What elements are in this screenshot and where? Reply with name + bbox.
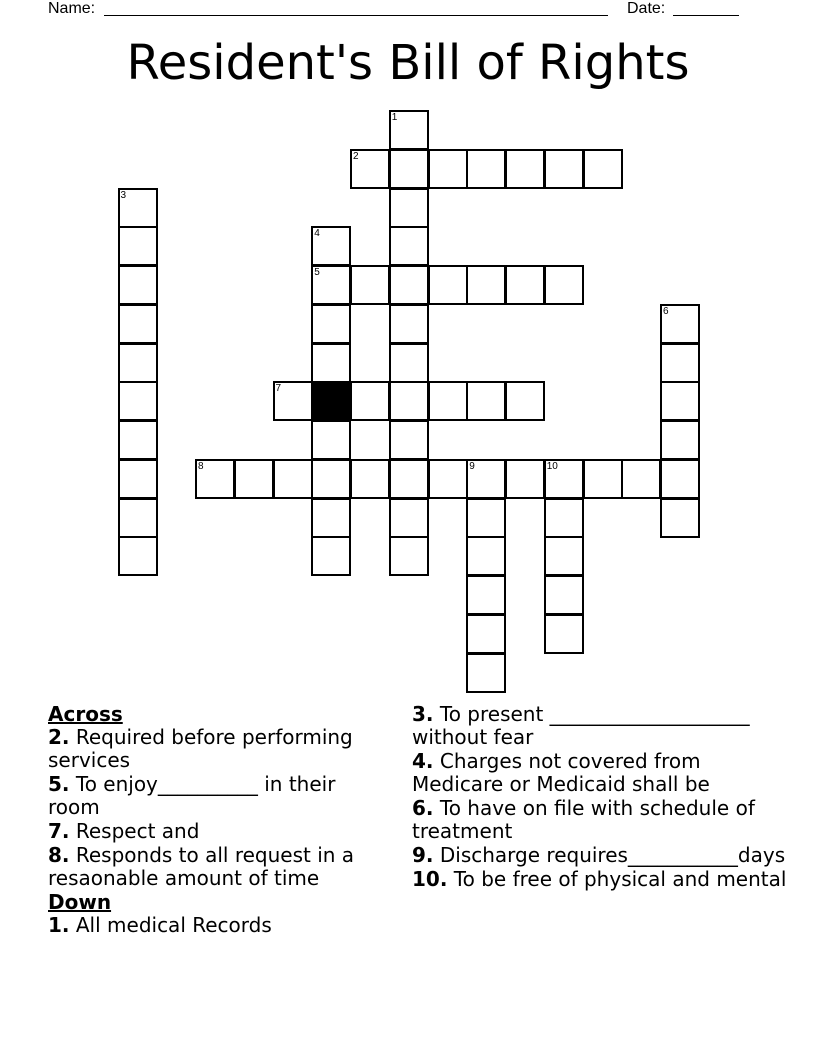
grid-cell[interactable] [466, 381, 506, 421]
grid-cell[interactable] [505, 381, 545, 421]
grid-cell[interactable] [505, 459, 545, 499]
grid-cell[interactable] [118, 536, 158, 576]
clue-number-label: 3 [120, 189, 127, 201]
clue-number-label: 5 [314, 267, 320, 278]
grid-cell[interactable] [234, 459, 274, 499]
grid-cell[interactable] [544, 575, 584, 615]
grid-cell[interactable] [544, 498, 584, 538]
clue-text: Discharge requires___________days [433, 843, 786, 867]
clue-number: 7. [48, 819, 70, 843]
grid-cell[interactable] [389, 304, 429, 344]
worksheet-header [0, 0, 816, 22]
clue-across-7 [48, 820, 393, 843]
grid-cell[interactable] [428, 265, 468, 305]
grid-cell[interactable] [118, 343, 158, 383]
clue-text: To be free of physical and mental [447, 867, 787, 891]
grid-cell[interactable] [660, 343, 700, 383]
grid-cell[interactable] [505, 149, 545, 189]
grid-cell[interactable] [428, 459, 468, 499]
clue-number-label: 7 [275, 383, 282, 395]
clue-number: 4. [412, 749, 434, 773]
clue-text: Charges not covered from Medicare or Medicaid shall be [412, 749, 710, 796]
clue-text: To have on file with schedule of treatment [412, 796, 755, 843]
clue-number-label: 10 [546, 460, 558, 472]
grid-cell[interactable] [544, 614, 584, 654]
name-line[interactable] [104, 15, 608, 16]
grid-cell[interactable] [466, 265, 506, 305]
clue-text: Respect and [69, 819, 200, 843]
grid-cell[interactable] [544, 459, 584, 499]
grid-cell[interactable] [389, 343, 429, 383]
grid-cell[interactable] [389, 110, 429, 150]
clue-down-3 [412, 703, 792, 749]
grid-cell[interactable] [428, 381, 468, 421]
clue-number-label: 4 [314, 228, 320, 240]
date-label: Date: [627, 0, 666, 17]
clues-left-column [48, 703, 393, 938]
black-square [311, 381, 351, 421]
clue-down-10 [412, 868, 792, 891]
clue-text: To present ____________________ without fear [412, 702, 750, 749]
clue-number: 3. [412, 702, 434, 726]
clue-number: 9. [412, 843, 434, 867]
grid-cell[interactable] [389, 226, 429, 266]
grid-cell[interactable] [466, 149, 506, 189]
grid-cell[interactable] [311, 536, 351, 576]
clue-across-2 [48, 726, 393, 772]
clue-number: 6. [412, 796, 434, 820]
grid-cell[interactable] [583, 149, 623, 189]
grid-cell[interactable] [389, 498, 429, 538]
clue-down-4 [412, 750, 792, 796]
grid-cell[interactable] [118, 381, 158, 421]
grid-cell[interactable] [428, 149, 468, 189]
grid-cell[interactable] [389, 420, 429, 460]
grid-cell[interactable] [273, 381, 313, 421]
clue-across-8 [48, 844, 393, 890]
down-heading: Down [48, 890, 112, 914]
grid-cell[interactable] [311, 226, 351, 266]
clue-number-label: 6 [663, 305, 669, 317]
clue-number-label: 9 [469, 460, 475, 472]
grid-cell[interactable] [195, 459, 235, 499]
grid-cell[interactable] [544, 536, 584, 576]
grid-cell[interactable] [118, 420, 158, 460]
grid-cell[interactable] [660, 381, 700, 421]
clue-number: 5. [48, 772, 70, 796]
across-heading: Across [48, 702, 123, 726]
grid-cell[interactable] [311, 304, 351, 344]
clue-number: 2. [48, 725, 70, 749]
grid-cell[interactable] [311, 459, 351, 499]
clue-down-1 [48, 914, 393, 937]
grid-cell[interactable] [118, 188, 158, 228]
grid-cell[interactable] [118, 265, 158, 305]
grid-cell[interactable] [389, 536, 429, 576]
grid-cell[interactable] [583, 459, 623, 499]
grid-cell[interactable] [389, 459, 429, 499]
grid-cell[interactable] [118, 459, 158, 499]
clue-number: 10. [412, 867, 448, 891]
clue-number-label: 1 [391, 112, 398, 123]
grid-cell[interactable] [466, 614, 506, 654]
grid-cell[interactable] [544, 265, 584, 305]
name-label: Name: [48, 0, 96, 17]
grid-cell[interactable] [660, 459, 700, 499]
grid-cell[interactable] [389, 149, 429, 189]
grid-cell[interactable] [311, 498, 351, 538]
date-line[interactable] [673, 15, 739, 16]
grid-cell[interactable] [118, 498, 158, 538]
clue-down-6 [412, 797, 792, 843]
grid-cell[interactable] [466, 459, 506, 499]
grid-cell[interactable] [311, 343, 351, 383]
grid-cell[interactable] [350, 149, 390, 189]
grid-cell[interactable] [660, 420, 700, 460]
grid-cell[interactable] [544, 149, 584, 189]
clue-text: All medical Records [69, 913, 272, 937]
clue-number: 8. [48, 843, 70, 867]
grid-cell[interactable] [505, 265, 545, 305]
grid-cell[interactable] [118, 304, 158, 344]
grid-cell[interactable] [350, 459, 390, 499]
clue-number-label: 8 [198, 460, 204, 472]
clue-down-9 [412, 844, 792, 867]
clue-across-5 [48, 773, 393, 819]
grid-cell[interactable] [350, 265, 390, 305]
grid-cell[interactable] [466, 498, 506, 538]
grid-cell[interactable] [389, 381, 429, 421]
grid-cell[interactable] [466, 653, 506, 693]
grid-cell[interactable] [621, 459, 661, 499]
puzzle-title: Resident's Bill of Rights [126, 35, 690, 91]
clue-number-label: 2 [353, 150, 359, 162]
grid-cell[interactable] [311, 420, 351, 460]
grid-cell[interactable] [389, 265, 429, 305]
clue-text: Required before performing services [48, 725, 353, 772]
grid-cell[interactable] [466, 536, 506, 576]
clue-number: 1. [48, 913, 70, 937]
clue-text: Responds to all request in a resaonable amount of time [48, 843, 355, 890]
grid-cell[interactable] [660, 498, 700, 538]
clue-text: To enjoy__________ in their room [48, 772, 336, 819]
grid-cell[interactable] [350, 381, 390, 421]
grid-cell[interactable] [660, 304, 700, 344]
grid-cell[interactable] [389, 188, 429, 228]
grid-cell[interactable] [311, 265, 351, 305]
grid-cell[interactable] [273, 459, 313, 499]
grid-cell[interactable] [118, 226, 158, 266]
grid-cell[interactable] [466, 575, 506, 615]
clues-right-column [412, 703, 792, 892]
